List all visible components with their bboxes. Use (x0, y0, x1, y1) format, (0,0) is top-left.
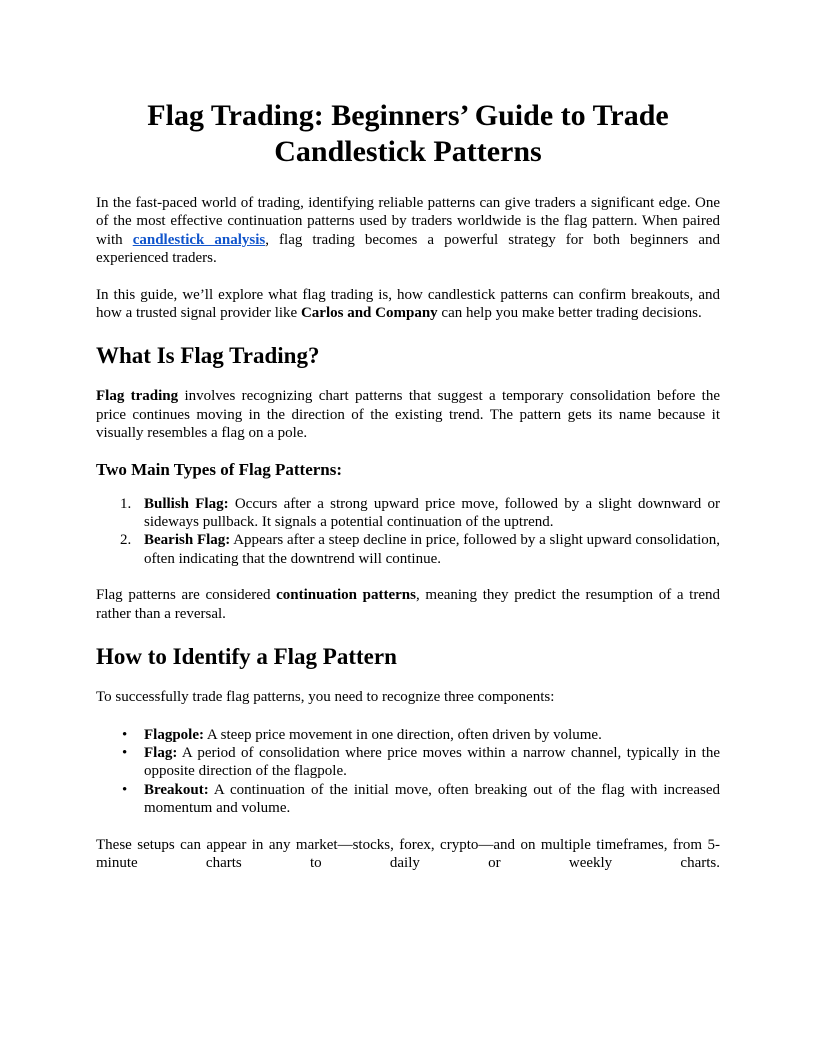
list-text: A period of consolidation where price moves within a narrow channel, typically in the opposite direction of the flagpole. (144, 744, 720, 780)
subheading-types: Two Main Types of Flag Patterns: (96, 459, 343, 479)
list-item (96, 726, 720, 744)
list-text: Appears after a steep decline in price, followed by a slight upward consolidation, often indicating that the downtrend will continue. (144, 532, 720, 567)
closing-text: Flag patterns are considered (96, 587, 277, 604)
closing-text-b: , meaning they predict the resumption of a trend rather than a reversal. (96, 587, 721, 622)
continuation-patterns-bold: continuation patterns (276, 587, 416, 604)
candlestick-analysis-link[interactable]: candlestick analysis (132, 231, 266, 248)
intro-paragraph-1 (96, 194, 720, 268)
list-number: 1. (120, 495, 132, 512)
list-term: Flag: (144, 744, 178, 761)
flag-trading-bold: Flag trading (96, 388, 179, 405)
list-item (96, 744, 720, 781)
bullet-icon: • (122, 744, 128, 761)
bullet-icon: • (122, 781, 128, 798)
list-term: Bearish Flag: (144, 532, 231, 549)
section1-paragraph (96, 387, 720, 442)
document-page (96, 98, 720, 872)
list-item (96, 781, 720, 818)
flag-types-list (96, 495, 720, 569)
list-number: 2. (120, 532, 132, 549)
section1-text: involves recognizing chart patterns that suggest a temporary consolidation before the price continues moving in the direction of the existing trend. The pattern gets its name because it visually resembles a flag on a pole. (96, 388, 720, 442)
intro-text-2: In this guide, we’ll explore what flag trading is, how candlestick patterns can confirm breakouts, and how a trusted signal provider like (96, 286, 720, 322)
intro-text-1: In the fast-paced world of trading, identifying reliable patterns can give traders a significant edge. One of the most effective continuation patterns used by traders worldwide is the flag pattern. When paired with (96, 195, 720, 248)
intro-text-1b: , flag trading becomes a powerful strategy for both beginners and experienced traders. (96, 231, 720, 267)
section2-closing: These setups can appear in any market—stocks, forex, crypto—and on multiple timeframes, from 5-minute charts to daily or weekly charts. (96, 836, 720, 871)
list-item (96, 531, 720, 568)
list-text: Occurs after a strong upward price move, followed by a slight downward or sideways pullback. It signals a potential continuation of the uptrend. (144, 495, 721, 531)
intro-text-2b: can help you make better trading decisions. (437, 305, 702, 322)
list-term: Bullish Flag: (144, 495, 229, 512)
list-term: Flagpole: (144, 726, 204, 743)
components-list (96, 726, 720, 818)
intro-paragraph-2 (96, 286, 720, 323)
section-heading-what-is: What Is Flag Trading? (96, 343, 320, 369)
page-title: Flag Trading: Beginners’ Guide to Trade Candlestick Patterns (147, 99, 669, 168)
carlos-company-bold: Carlos and Company (300, 305, 438, 322)
list-text: A steep price movement in one direction, often driven by volume. (204, 726, 602, 743)
bullet-icon: • (122, 726, 128, 743)
section-heading-identify: How to Identify a Flag Pattern (96, 644, 397, 670)
section1-closing (96, 586, 720, 623)
list-item (96, 495, 720, 532)
list-term: Breakout: (144, 781, 209, 798)
section2-intro: To successfully trade flag patterns, you need to recognize three components: (96, 689, 555, 706)
list-text: A continuation of the initial move, often breaking out of the flag with increased momentum and volume. (144, 781, 720, 817)
